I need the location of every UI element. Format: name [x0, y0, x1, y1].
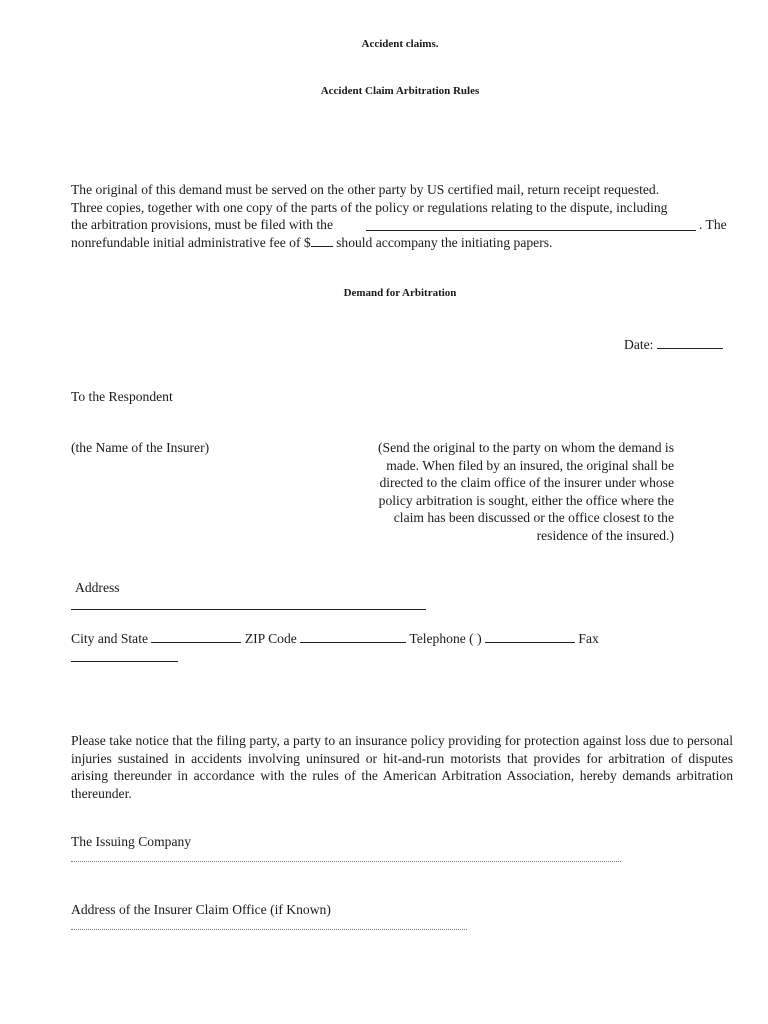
intro-line-4 [71, 234, 733, 252]
insurer-name: (the Name of the Insurer) [71, 440, 210, 455]
instruction-note: (Send the original to the party on whom the demand is made. When filed by an insured, the original shall be directed to the claim office of the insurer under whose policy arbitration is sought, either the office where the claim has been discussed or the office closest to the residence of the insured.) [378, 440, 674, 543]
document-header: Accident claims. [361, 38, 439, 50]
address-blank [71, 609, 426, 610]
to-respondent: To the Respondent [71, 389, 173, 404]
city-state-label: City and State [71, 631, 152, 646]
fee-blank [311, 234, 333, 247]
intro-line-3-start: the arbitration provisions, must be filed with the [71, 217, 334, 232]
notice-paragraph: Please take notice that the filing party, a party to an insurance policy providing for protection against loss due to personal injuries sustained in accidents involving uninsured or hit-and-run motorists that provides for arbitration of disputes arising thereunder in accordance with the rules of the American Arbitration Association, hereby demands arbitration thereunder. [71, 733, 733, 801]
intro-line-4-start: nonrefundable initial administrative fee of $ [71, 235, 311, 250]
fax-label: Fax [575, 631, 599, 646]
telephone-blank [485, 630, 575, 643]
document-title: Accident Claim Arbitration Rules [320, 85, 480, 97]
zip-label: ZIP Code [241, 631, 301, 646]
zip-blank [300, 630, 406, 643]
intro-line-3-end: . The [699, 217, 727, 232]
intro-line-1: The original of this demand must be served on the other party by US certified mail, return receipt requested. [71, 182, 660, 197]
date-field [624, 336, 734, 354]
filing-office-blank [366, 230, 696, 231]
city-state-blank [151, 630, 241, 643]
address-label: Address [75, 580, 120, 595]
telephone-label: Telephone ( ) [406, 631, 486, 646]
fax-blank [71, 661, 178, 662]
claim-office-dotted-line [71, 929, 467, 930]
date-blank [657, 336, 723, 349]
intro-line-2: Three copies, together with one copy of the parts of the policy or regulations relating to the dispute, including [71, 200, 668, 215]
intro-line-4-end: should accompany the initiating papers. [332, 235, 553, 250]
demand-title: Demand for Arbitration [343, 287, 457, 299]
issuing-company-label: The Issuing Company [71, 834, 192, 849]
city-zip-phone-line [71, 630, 741, 648]
date-label: Date: [624, 337, 657, 352]
issuing-company-dotted-line [71, 861, 621, 862]
claim-office-label: Address of the Insurer Claim Office (if Known) [71, 902, 331, 917]
